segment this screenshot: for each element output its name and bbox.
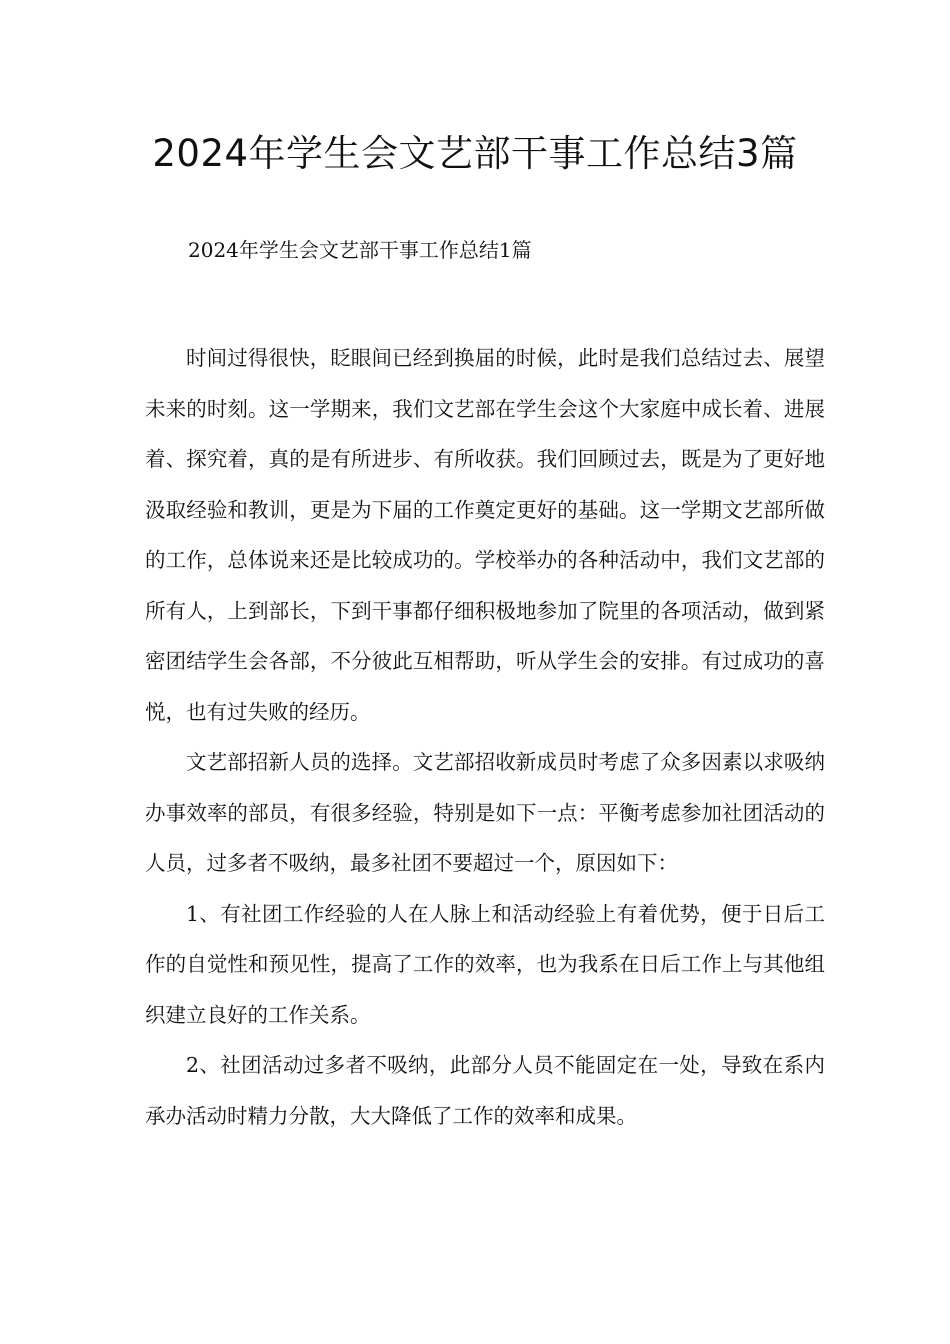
paragraph-intro: 时间过得很快，眨眼间已经到换届的时候，此时是我们总结过去、展望未来的时刻。这一学期来，我们文艺部在学生会这个大家庭中成长着、进展着、探究着，真的是有所进步、有所收获。我们回顾过去，既是为了更好地汲取经验和教训，更是为下届的工作奠定更好的基础。这一学期文艺部所做的工作，总体说来还是比较成功的。学校举办的各种活动中，我们文艺部的所有人，上到部长，下到干事都仔细积极地参加了院里的各项活动，做到紧密团结学生会各部，不分彼此互相帮助，听从学生会的安排。有过成功的喜悦，也有过失败的经历。 [145,346,825,724]
document-subtitle: 2024年学生会文艺部干事工作总结1篇 [188,238,532,262]
paragraph-recruitment: 文艺部招新人员的选择。文艺部招收新成员时考虑了众多因素以求吸纳办事效率的部员，有很多经验，特别是如下一点：平衡考虑参加社团活动的人员，过多者不吸纳，最多社团不要超过一个，原因如下： [145,750,825,875]
document-body [145,333,825,1141]
paragraph-reason-1: 1、有社团工作经验的人在人脉上和活动经验上有着优势，便于日后工作的自觉性和预见性，提高了工作的效率，也为我系在日后工作上与其他组织建立良好的工作关系。 [145,901,825,1027]
document-title: 2024年学生会文艺部干事工作总结3篇 [152,132,798,175]
paragraph-reason-2: 2、社团活动过多者不吸纳，此部分人员不能固定在一处，导致在系内承办活动时精力分散，大大降低了工作的效率和成果。 [145,1053,825,1128]
